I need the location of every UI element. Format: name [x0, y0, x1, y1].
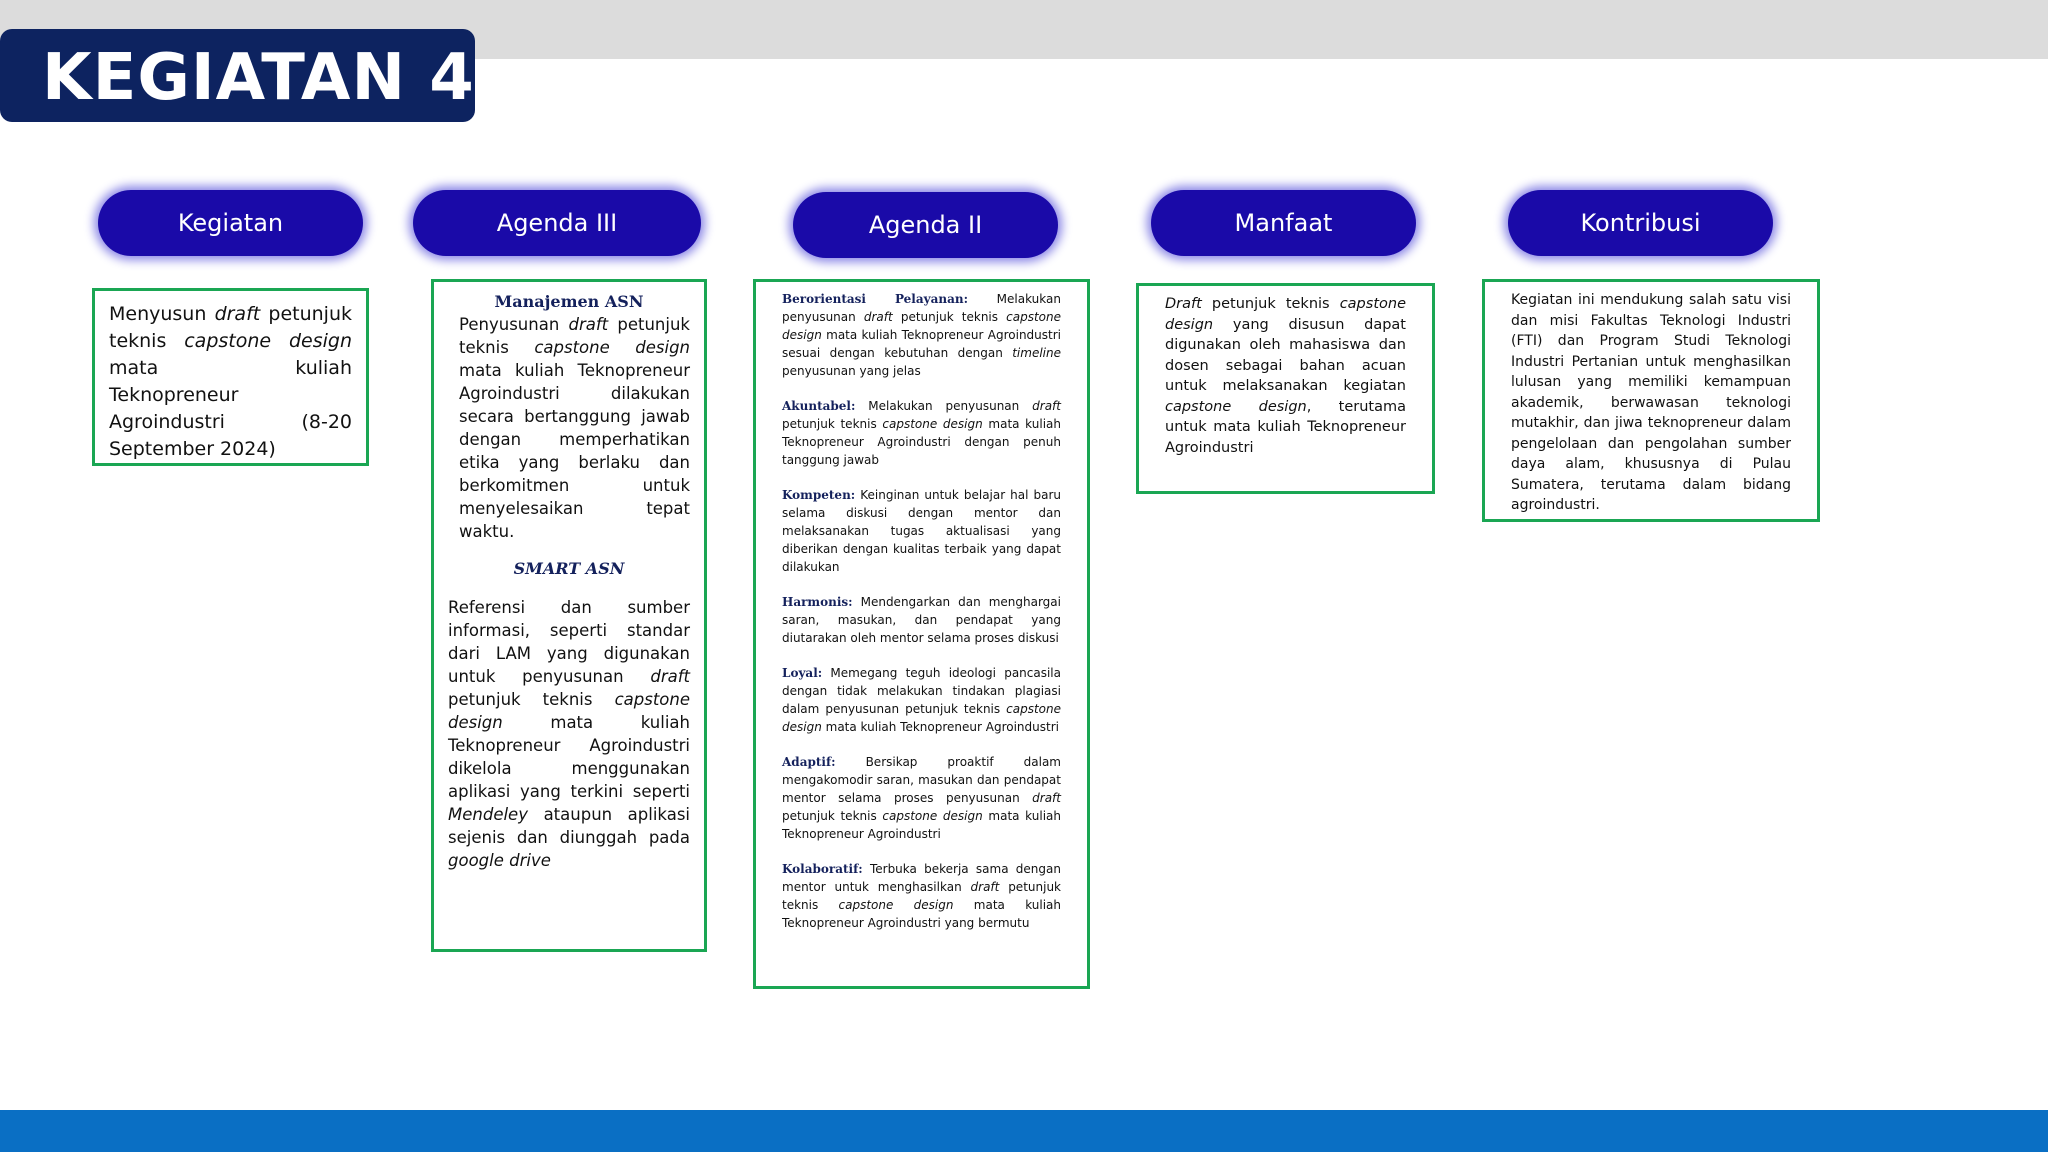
page-title: KEGIATAN 4: [42, 41, 475, 115]
kolaboratif-item: Kolaboratif: Terbuka bekerja sama dengan mentor untuk menghasilkan draft petunjuk teknis capstone design mata kuliah Teknopreneur Agroindustri yang bermutu: [782, 862, 1062, 930]
manajemen-asn-heading: Manajemen ASN: [494, 292, 644, 311]
kegiatan-box: [92, 288, 369, 466]
header-kontribusi: Kontribusi: [1508, 190, 1773, 256]
kompeten-item: Kompeten: Keinginan untuk belajar hal baru selama diskusi dengan mentor dan melaksanakan tugas aktualisasi yang diberikan dengan kualitas terbaik yang dapat dilakukan: [782, 488, 1061, 574]
smart-asn-text: Referensi dan sumber informasi, seperti standar dari LAM yang digunakan untuk penyusunan draft petunjuk teknis capstone design mata kuliah Teknopreneur Agroindustri dikelola menggunakan aplikasi yang terkini seperti Mendeley ataupun aplikasi sejenis dan diunggah pada google drive: [448, 598, 690, 870]
header-agenda-ii: Agenda II: [793, 192, 1058, 258]
berorientasi-pelayanan-item: Berorientasi Pelayanan: Melakukan penyusunan draft petunjuk teknis capstone design mata kuliah Teknopreneur Agroindustri sesuai dengan kebutuhan dengan timeline penyusunan yang jelas: [782, 292, 1061, 378]
smart-asn-heading: SMART ASN: [513, 559, 625, 578]
akuntabel-item: Akuntabel: Melakukan penyusunan draft petunjuk teknis capstone design mata kuliah Teknopreneur Agroindustri dengan penuh tanggung jawab: [782, 399, 1061, 467]
adaptif-item: Adaptif: Bersikap proaktif dalam mengakomodir saran, masukan dan pendapat mentor selama proses penyusunan draft petunjuk teknis capstone design mata kuliah Teknopreneur Agroindustri: [782, 755, 1061, 841]
header-manfaat: Manfaat: [1151, 190, 1416, 256]
kegiatan-text: Menyusun draft petunjuk teknis capstone design mata kuliah Teknopreneur Agroindustri (8-20 September 2024): [109, 303, 352, 460]
title-banner: [0, 29, 475, 122]
header-agenda-iii: Agenda III: [413, 190, 701, 256]
header-kegiatan: Kegiatan: [98, 190, 363, 256]
manfaat-text: Draft petunjuk teknis capstone design yang disusun dapat digunakan oleh mahasiswa dan dosen sebagai bahan acuan untuk melaksanakan kegiatan capstone design, terutama untuk mata kuliah Teknopreneur Agroindustri: [1165, 296, 1406, 456]
manajemen-asn-text: Penyusunan draft petunjuk teknis capstone design mata kuliah Teknopreneur Agroindustri dilakukan secara bertanggung jawab dengan memperhatikan etika yang berlaku dan berkomitmen untuk menyelesaikan tepat waktu.: [459, 315, 690, 541]
manfaat-box: [1136, 283, 1435, 494]
agenda-iii-box: [431, 279, 707, 952]
kontribusi-box: [1482, 279, 1820, 522]
loyal-item: Loyal: Memegang teguh ideologi pancasila dengan tidak melakukan tindakan plagiasi dalam penyusunan petunjuk teknis capstone design mata kuliah Teknopreneur Agroindustri: [782, 666, 1061, 734]
bottom-band: [0, 1110, 2048, 1152]
kontribusi-text: Kegiatan ini mendukung salah satu visi dan misi Fakultas Teknologi Industri (FTI) dan Program Studi Teknologi Industri Pertanian untuk menghasilkan lulusan yang memiliki kemampuan akademik, berwawasan teknologi mutakhir, dan jiwa teknopreneur dalam pengelolaan dan pengolahan sumber daya alam, khususnya di Pulau Sumatera, terutama dalam bidang agroindustri.: [1511, 292, 1791, 513]
agenda-ii-box: [753, 279, 1090, 989]
harmonis-item: Harmonis: Mendengarkan dan menghargai saran, masukan, dan pendapat yang diutarakan oleh mentor selama proses diskusi: [782, 595, 1061, 645]
